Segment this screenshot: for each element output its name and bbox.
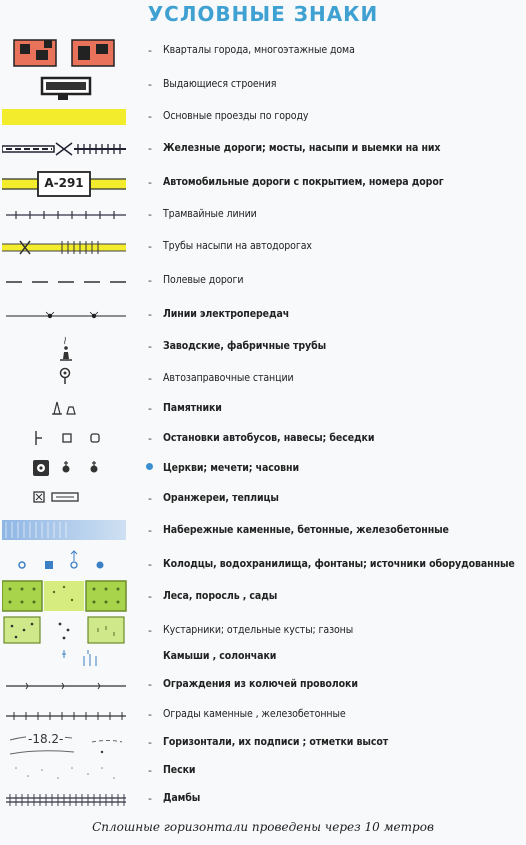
main-road-symbol [2,102,130,134]
road-number-sign: А-291 [44,176,84,190]
contour-interval-note: Сплошные горизонтали проведены через 10 метров [92,820,434,834]
legend-row-tram: - Трамвайные линии [0,200,526,232]
legend-label: Линии электропередач [163,308,290,320]
legend-label: Железные дороги; мосты, насыпи и выемки на них [163,142,441,154]
legend-label: Леса, поросль , сады [163,590,278,602]
legend-label: Выдающиеся строения [163,78,277,90]
legend-row-sands: - Пески [0,756,526,788]
outstanding-building-symbol [2,70,130,102]
legend-row-churches [0,452,526,484]
legend-label: Полевые дороги [163,274,244,286]
legend-label: Камыши , солончаки [163,650,277,662]
legend-row-bus-stops: - Остановки автобусов, навесы; беседки [0,422,526,454]
legend-label: Памятники [163,402,222,414]
well-reservoir-icon [2,548,130,580]
legend-label: Ограды каменные , железобетонные [163,708,346,720]
legend-row-barbed-wire: - Ограждения из колючей проволоки [0,670,526,702]
legend-row-monuments: - Памятники [0,392,526,424]
field-road-symbol [2,266,130,298]
legend-title: УСЛОВНЫЕ ЗНАКИ [147,2,379,26]
legend-label: Автомобильные дороги с покрытием, номера дорог [163,176,444,188]
forest-symbol [2,580,130,612]
city-blocks-symbol [2,36,130,68]
legend-label: Оранжереи, теплицы [163,492,279,504]
legend-label: Основные проезды по городу [163,110,309,122]
legend-label: Горизонтали, их подписи ; отметки высот [163,736,389,748]
legend-row-railways: - Железные дороги; мосты, насыпи и выемки на них [0,134,526,166]
greenhouse-icon [2,482,130,514]
legend-row-shrubs: - Кустарники; отдельные кусты; газоны [0,614,526,646]
legend-row-gas-stations: - Автозаправочные станции [0,362,526,394]
legend-label: Колодцы, водохранилища, фонтаны; источники оборудованные [163,558,515,570]
legend-label: Дамбы [163,792,201,804]
legend-label: Трубы насыпи на автодорогах [163,240,312,252]
legend-label: Остановки автобусов, навесы; беседки [163,432,375,444]
legend-label: Пески [163,764,196,776]
legend-row-field-roads: - Полевые дороги [0,266,526,298]
legend-row-dams: - Дамбы [0,784,526,816]
contour-elevation-label: -18.2- [28,732,64,746]
embankment-symbol [2,514,130,546]
legend-row-power-lines: - Линии электропередач [0,300,526,332]
legend-label: Трамвайные линии [163,208,257,220]
legend-label: Набережные каменные, бетонные, железобетонные [163,524,449,536]
dam-symbol [2,784,130,816]
legend-row-main-roads: - Основные проезды по городу [0,102,526,134]
legend-row-highways: А-291 - Автомобильные дороги с покрытием, номера дорог [0,168,526,200]
legend-label: Ограждения из колючей проволоки [163,678,358,690]
legend-label: Кустарники; отдельные кусты; газоны [163,624,354,636]
road-pipe-symbol [2,232,130,264]
factory-chimney-icon [2,332,130,364]
legend-row-city-blocks: - Кварталы города, многоэтажные дома [0,36,526,68]
legend-label: Заводские, фабричные трубы [163,340,327,352]
legend-row-greenhouses: - Оранжереи, теплицы [0,482,526,514]
railway-symbol [2,134,130,166]
legend-row-stone-walls: - Ограды каменные , железобетонные [0,700,526,732]
legend-row-chimneys: - Заводские, фабричные трубы [0,332,526,364]
legend-label: Автозаправочные станции [163,372,294,384]
legend-row-wells: - Колодцы, водохранилища, фонтаны; источники оборудованные [0,548,526,580]
church-icon [2,452,130,484]
legend-label: Кварталы города, многоэтажные дома [163,44,355,56]
legend-row-buildings: - Выдающиеся строения [0,70,526,102]
bus-stop-icon [2,422,130,454]
highway-symbol [2,168,130,200]
legend-label: Церкви; мечети; часовни [163,462,299,474]
gas-station-icon [2,362,130,394]
legend-row-contours: -18.2- - Горизонтали, их подписи ; отметки высот [0,728,526,760]
legend-row-road-pipes: - Трубы насыпи на автодорогах [0,232,526,264]
tram-line-symbol [2,200,130,232]
monument-icon [2,392,130,424]
bullet-dot-icon [146,463,153,470]
power-line-symbol [2,300,130,332]
legend-row-embankments: - Набережные каменные, бетонные, железобетонные [0,514,526,546]
legend-row-forests: - Леса, поросль , сады [0,580,526,612]
barbed-wire-symbol [2,670,130,702]
